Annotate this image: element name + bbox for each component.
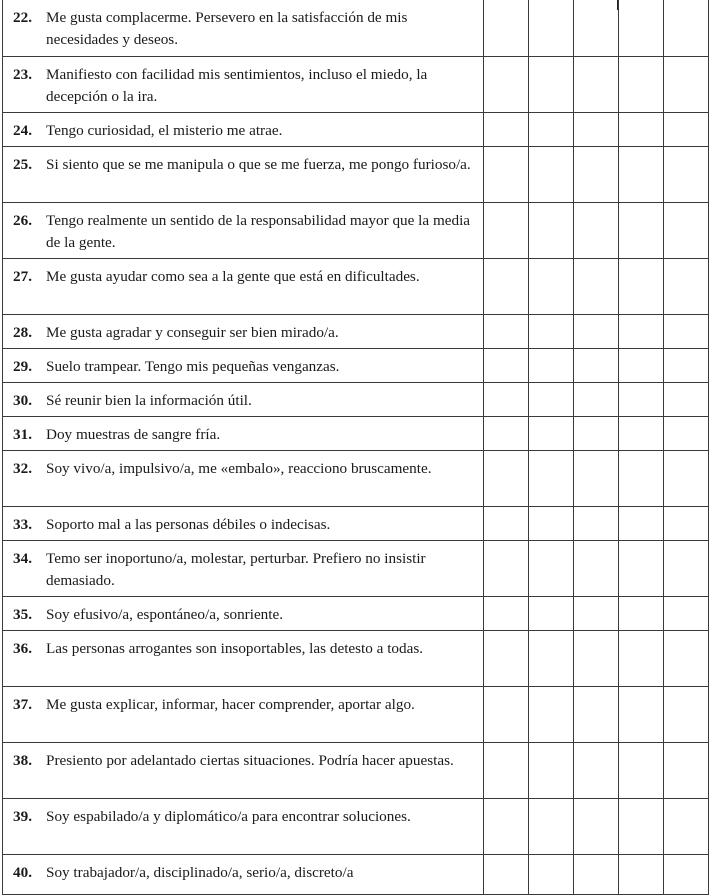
answer-box-5[interactable] [664, 596, 709, 630]
question-cell [3, 854, 484, 894]
answer-box-1[interactable] [484, 0, 529, 56]
table-row [3, 314, 709, 348]
answer-box-3[interactable] [574, 0, 619, 56]
question-cell [3, 258, 484, 314]
question-number: 36. [13, 639, 32, 657]
answer-box-5[interactable] [664, 56, 709, 112]
answer-box-1[interactable] [484, 450, 529, 506]
question-text: Tengo realmente un sentido de la responsabilidad mayor que la media de la gente. [46, 211, 471, 251]
answer-box-4[interactable] [619, 450, 664, 506]
question-text: Me gusta agradar y conseguir ser bien mirado/a. [46, 323, 339, 341]
answer-box-2[interactable] [529, 540, 574, 596]
answer-box-5[interactable] [664, 146, 709, 202]
answer-box-5[interactable] [664, 854, 709, 894]
question-text: Temo ser inoportuno/a, molestar, perturbar. Prefiero no insistir demasiado. [46, 549, 426, 589]
answer-box-2[interactable] [529, 798, 574, 854]
question-number: 25. [13, 155, 32, 173]
answer-box-3[interactable] [574, 854, 619, 894]
question-number: 29. [13, 357, 32, 375]
question-text: Soporto mal a las personas débiles o indecisas. [46, 515, 331, 533]
answer-box-5[interactable] [664, 416, 709, 450]
answer-box-5[interactable] [664, 382, 709, 416]
answer-box-2[interactable] [529, 56, 574, 112]
answer-box-1[interactable] [484, 630, 529, 686]
table-row [3, 382, 709, 416]
table-row [3, 258, 709, 314]
question-number: 33. [13, 515, 32, 533]
question-cell [3, 506, 484, 540]
question-cell [3, 0, 484, 56]
answer-box-1[interactable] [484, 540, 529, 596]
answer-box-3[interactable] [574, 596, 619, 630]
answer-box-5[interactable] [664, 506, 709, 540]
question-cell [3, 596, 484, 630]
question-text: Manifiesto con facilidad mis sentimientos, incluso el miedo, la decepción o la ira. [46, 65, 428, 105]
answer-box-3[interactable] [574, 686, 619, 742]
answer-box-4[interactable] [619, 258, 664, 314]
table-row [3, 146, 709, 202]
answer-box-3[interactable] [574, 540, 619, 596]
question-cell [3, 112, 484, 146]
answer-box-3[interactable] [574, 416, 619, 450]
table-row [3, 112, 709, 146]
answer-box-5[interactable] [664, 314, 709, 348]
question-text: Soy vivo/a, impulsivo/a, me «embalo», reacciono bruscamente. [46, 459, 432, 477]
answer-box-2[interactable] [529, 506, 574, 540]
answer-box-2[interactable] [529, 450, 574, 506]
answer-box-2[interactable] [529, 348, 574, 382]
answer-box-4[interactable] [619, 382, 664, 416]
answer-box-1[interactable] [484, 742, 529, 798]
answer-box-3[interactable] [574, 742, 619, 798]
answer-box-1[interactable] [484, 382, 529, 416]
answer-box-1[interactable] [484, 506, 529, 540]
table-row [3, 540, 709, 596]
question-number: 23. [13, 65, 32, 83]
answer-box-2[interactable] [529, 146, 574, 202]
table-row [3, 596, 709, 630]
answer-box-5[interactable] [664, 258, 709, 314]
answer-box-5[interactable] [664, 686, 709, 742]
answer-box-4[interactable] [619, 630, 664, 686]
answer-box-4[interactable] [619, 540, 664, 596]
question-text: Las personas arrogantes son insoportables, las detesto a todas. [46, 639, 424, 657]
answer-box-1[interactable] [484, 416, 529, 450]
answer-box-2[interactable] [529, 382, 574, 416]
question-number: 30. [13, 391, 32, 409]
answer-box-2[interactable] [529, 742, 574, 798]
answer-box-4[interactable] [619, 854, 664, 894]
question-text: Sé reunir bien la información útil. [46, 391, 252, 409]
answer-box-5[interactable] [664, 630, 709, 686]
answer-box-3[interactable] [574, 450, 619, 506]
answer-box-5[interactable] [664, 742, 709, 798]
answer-box-2[interactable] [529, 630, 574, 686]
table-row [3, 798, 709, 854]
question-cell [3, 314, 484, 348]
question-cell [3, 540, 484, 596]
question-text: Me gusta complacerme. Persevero en la satisfacción de mis necesidades y deseos. [46, 9, 408, 48]
answer-box-4[interactable] [619, 506, 664, 540]
table-row [3, 450, 709, 506]
question-text: Tengo curiosidad, el misterio me atrae. [46, 121, 283, 139]
question-number: 28. [13, 323, 32, 341]
answer-box-4[interactable] [619, 314, 664, 348]
table-row [3, 854, 709, 894]
question-cell [3, 202, 484, 258]
answer-box-2[interactable] [529, 0, 574, 56]
answer-box-1[interactable] [484, 112, 529, 146]
answer-box-5[interactable] [664, 348, 709, 382]
answer-box-5[interactable] [664, 798, 709, 854]
answer-box-5[interactable] [664, 202, 709, 258]
question-cell [3, 686, 484, 742]
answer-box-2[interactable] [529, 112, 574, 146]
answer-box-3[interactable] [574, 56, 619, 112]
answer-box-2[interactable] [529, 416, 574, 450]
question-text: Presiento por adelantado ciertas situaciones. Podría hacer apuestas. [46, 751, 454, 769]
question-number: 35. [13, 605, 32, 623]
question-text: Si siento que se me manipula o que se me fuerza, me pongo furioso/a. [46, 155, 471, 173]
answer-box-2[interactable] [529, 258, 574, 314]
questionnaire-table [2, 0, 709, 895]
question-cell [3, 382, 484, 416]
answer-box-2[interactable] [529, 686, 574, 742]
question-number: 38. [13, 751, 32, 769]
answer-box-1[interactable] [484, 146, 529, 202]
question-text: Doy muestras de sangre fría. [46, 425, 221, 443]
question-cell [3, 416, 484, 450]
question-text: Soy efusivo/a, espontáneo/a, sonriente. [46, 605, 284, 623]
answer-box-4[interactable] [619, 0, 664, 56]
answer-box-3[interactable] [574, 630, 619, 686]
table-row [3, 0, 709, 56]
answer-box-4[interactable] [619, 596, 664, 630]
answer-box-1[interactable] [484, 798, 529, 854]
answer-box-2[interactable] [529, 854, 574, 894]
question-text: Suelo trampear. Tengo mis pequeñas venganzas. [46, 357, 340, 375]
question-cell [3, 450, 484, 506]
answer-box-3[interactable] [574, 382, 619, 416]
answer-box-2[interactable] [529, 202, 574, 258]
question-cell [3, 798, 484, 854]
answer-box-1[interactable] [484, 202, 529, 258]
table-row [3, 348, 709, 382]
answer-box-5[interactable] [664, 0, 709, 56]
table-row [3, 416, 709, 450]
answer-box-4[interactable] [619, 348, 664, 382]
question-cell [3, 146, 484, 202]
question-number: 39. [13, 807, 32, 825]
table-row [3, 686, 709, 742]
question-number: 40. [13, 863, 32, 881]
answer-box-4[interactable] [619, 146, 664, 202]
answer-box-3[interactable] [574, 348, 619, 382]
answer-box-3[interactable] [574, 314, 619, 348]
answer-box-2[interactable] [529, 314, 574, 348]
answer-box-2[interactable] [529, 596, 574, 630]
question-number: 27. [13, 267, 32, 285]
answer-box-3[interactable] [574, 258, 619, 314]
answer-box-1[interactable] [484, 854, 529, 894]
answer-box-1[interactable] [484, 686, 529, 742]
answer-box-4[interactable] [619, 686, 664, 742]
question-number: 22. [13, 9, 32, 26]
question-number: 31. [13, 425, 32, 443]
answer-box-5[interactable] [664, 540, 709, 596]
question-number: 24. [13, 121, 32, 139]
answer-box-5[interactable] [664, 112, 709, 146]
question-text: Me gusta explicar, informar, hacer comprender, aportar algo. [46, 695, 415, 713]
answer-box-5[interactable] [664, 450, 709, 506]
question-cell [3, 630, 484, 686]
table-row [3, 506, 709, 540]
table-row [3, 742, 709, 798]
answer-box-4[interactable] [619, 742, 664, 798]
answer-box-3[interactable] [574, 112, 619, 146]
answer-box-4[interactable] [619, 112, 664, 146]
question-text: Soy trabajador/a, disciplinado/a, serio/a, discreto/a [46, 863, 354, 881]
question-cell [3, 742, 484, 798]
answer-box-4[interactable] [619, 56, 664, 112]
question-text: Soy espabilado/a y diplomático/a para encontrar soluciones. [46, 807, 411, 825]
question-cell [3, 348, 484, 382]
answer-box-4[interactable] [619, 416, 664, 450]
question-number: 37. [13, 695, 32, 713]
answer-box-3[interactable] [574, 146, 619, 202]
question-number: 32. [13, 459, 32, 477]
answer-box-1[interactable] [484, 348, 529, 382]
answer-box-3[interactable] [574, 202, 619, 258]
answer-box-3[interactable] [574, 506, 619, 540]
answer-box-1[interactable] [484, 314, 529, 348]
table-row [3, 630, 709, 686]
question-text: Me gusta ayudar como sea a la gente que está en dificultades. [46, 267, 420, 285]
table-row [3, 202, 709, 258]
answer-box-4[interactable] [619, 798, 664, 854]
answer-box-1[interactable] [484, 258, 529, 314]
question-number: 34. [13, 549, 32, 567]
questionnaire-body [3, 0, 709, 894]
answer-box-1[interactable] [484, 596, 529, 630]
answer-box-4[interactable] [619, 202, 664, 258]
table-row [3, 56, 709, 112]
question-cell [3, 56, 484, 112]
answer-box-1[interactable] [484, 56, 529, 112]
answer-box-3[interactable] [574, 798, 619, 854]
question-number: 26. [13, 211, 32, 229]
